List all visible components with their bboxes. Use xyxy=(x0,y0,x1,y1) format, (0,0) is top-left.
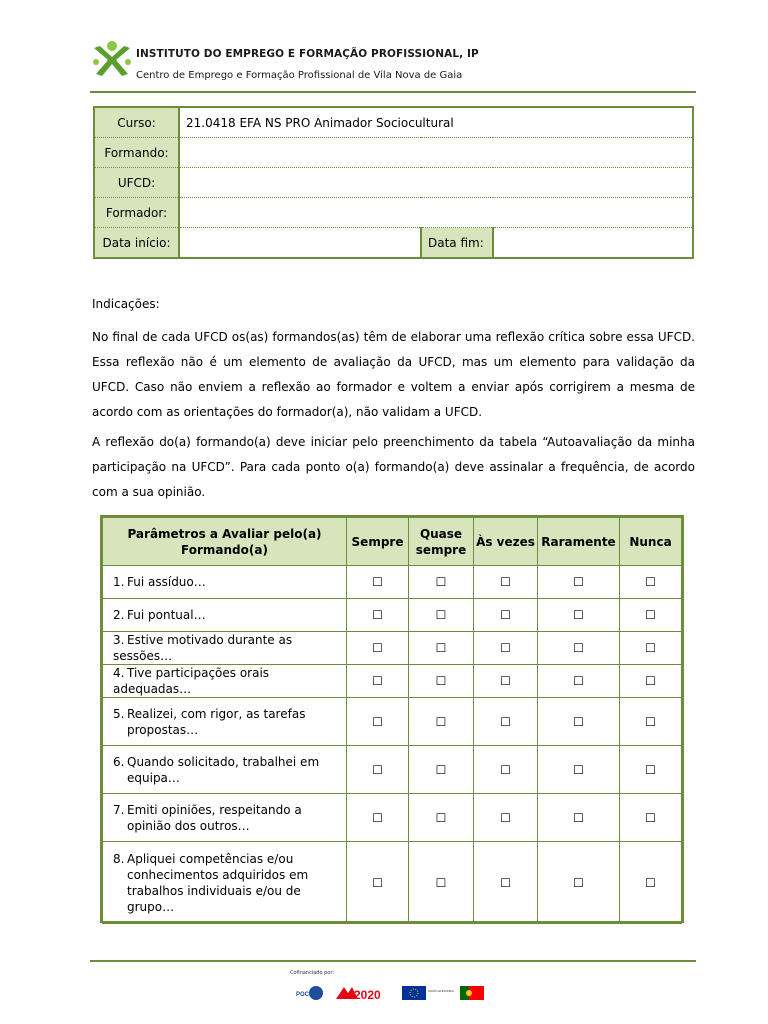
cell-quase-sempre xyxy=(409,794,474,842)
ufcd-field[interactable] xyxy=(179,168,692,198)
cell-nunca xyxy=(620,566,682,599)
checkbox-raramente[interactable]: ☐ xyxy=(573,641,584,655)
cell-sempre xyxy=(347,566,409,599)
param-header-line-1: Parâmetros a Avaliar pelo(a) xyxy=(127,526,322,541)
checkbox-raramente[interactable]: ☐ xyxy=(573,762,584,777)
institute-name: INSTITUTO DO EMPREGO E FORMAÇÃO PROFISSIONAL, IP xyxy=(136,48,479,60)
cell-nunca xyxy=(620,599,682,632)
curso-row xyxy=(95,108,692,138)
cell-sempre xyxy=(347,794,409,842)
funding-logos xyxy=(288,983,488,1003)
param-text-continued: grupo… xyxy=(127,899,175,914)
param-number: 5. xyxy=(113,706,125,721)
formador-row xyxy=(95,198,692,228)
cell-nunca xyxy=(620,746,682,794)
checkbox-quase-sempre[interactable]: ☐ xyxy=(435,575,447,589)
checkbox-nunca[interactable]: ☐ xyxy=(645,714,656,729)
indicacoes-paragraph-1: No final de cada UFCD os(as) formandos(as) têm de elaborar uma reflexão crítica sobre essa UFCD. Essa reflexão não é um elemento de avaliação da UFCD, mas um elemento para validação da UFCD. Caso não enviem a reflexão ao formador e voltem a enviar após corrigirem a mesma de acordo com as orientações do formador(a), não validam a UFCD. xyxy=(92,330,695,419)
checkbox-as-vezes[interactable]: ☐ xyxy=(500,674,511,688)
checkbox-nunca[interactable]: ☐ xyxy=(645,762,656,777)
iefp-logo-icon xyxy=(90,40,134,78)
dates-row xyxy=(95,228,692,258)
ufcd-label: UFCD: xyxy=(95,168,179,198)
checkbox-sempre[interactable]: ☐ xyxy=(372,641,383,655)
cell-sempre xyxy=(347,632,409,665)
cell-quase-sempre xyxy=(409,599,474,632)
cell-nunca xyxy=(620,842,682,924)
portugal2020-text: 2020 xyxy=(354,988,381,1002)
param-cell-3 xyxy=(103,632,347,665)
param-header-line-2: Formando(a) xyxy=(181,542,268,557)
cell-quase-sempre xyxy=(409,566,474,599)
cell-as-vezes xyxy=(474,665,538,698)
cell-quase-sempre xyxy=(409,632,474,665)
col-as-vezes: Às vezes xyxy=(474,518,538,566)
param-cell-2 xyxy=(103,599,347,632)
param-cell-8 xyxy=(103,842,347,924)
param-text-continued: propostas… xyxy=(127,722,199,737)
cell-sempre xyxy=(347,698,409,746)
formando-row xyxy=(95,138,692,168)
checkbox-as-vezes[interactable]: ☐ xyxy=(500,810,511,825)
curso-value[interactable]: 21.0418 EFA NS PRO Animador Sociocultural xyxy=(186,115,454,130)
checkbox-nunca[interactable]: ☐ xyxy=(645,875,656,890)
data-inicio-label: Data início: xyxy=(95,228,179,258)
cell-raramente xyxy=(538,842,620,924)
formando-label: Formando: xyxy=(95,138,179,168)
checkbox-as-vezes[interactable]: ☐ xyxy=(500,608,511,622)
course-info-box xyxy=(93,106,694,259)
checkbox-sempre[interactable]: ☐ xyxy=(372,714,383,729)
param-number: 3. xyxy=(113,633,125,647)
eval-header-row xyxy=(103,518,682,566)
param-cell-6 xyxy=(103,746,347,794)
checkbox-nunca[interactable]: ☐ xyxy=(645,674,656,688)
cell-as-vezes xyxy=(474,698,538,746)
param-text-continued: opinião dos outros… xyxy=(127,818,250,833)
self-evaluation-table xyxy=(102,517,682,924)
param-cell-4 xyxy=(103,665,347,698)
param-text-continued: conhecimentos adquiridos em xyxy=(127,867,309,882)
cell-as-vezes xyxy=(474,632,538,665)
portugal2020-logo-icon xyxy=(336,987,381,1002)
param-header xyxy=(103,518,347,566)
checkbox-raramente[interactable]: ☐ xyxy=(573,575,584,589)
eval-row-5 xyxy=(103,698,682,746)
eu-text: UNIÃO EUROPEIA xyxy=(428,989,454,993)
param-text: Fui pontual… xyxy=(127,608,206,622)
checkbox-nunca[interactable]: ☐ xyxy=(645,608,656,622)
checkbox-quase-sempre[interactable]: ☐ xyxy=(435,714,447,729)
footer-divider xyxy=(90,960,696,962)
param-text: Quando solicitado, trabalhei em xyxy=(127,754,320,769)
formador-field[interactable] xyxy=(179,198,692,228)
checkbox-sempre[interactable]: ☐ xyxy=(372,608,383,622)
checkbox-nunca[interactable]: ☐ xyxy=(645,641,656,655)
param-number: 8. xyxy=(113,851,125,866)
checkbox-as-vezes[interactable]: ☐ xyxy=(500,641,511,655)
self-evaluation-box xyxy=(100,515,684,923)
checkbox-quase-sempre[interactable]: ☐ xyxy=(435,608,447,622)
cell-sempre xyxy=(347,842,409,924)
checkbox-sempre[interactable]: ☐ xyxy=(372,875,383,890)
page-header xyxy=(90,38,696,94)
cell-raramente xyxy=(538,665,620,698)
cell-sempre xyxy=(347,665,409,698)
course-info-table xyxy=(95,108,692,257)
checkbox-as-vezes[interactable]: ☐ xyxy=(500,875,511,890)
cell-raramente xyxy=(538,566,620,599)
cell-nunca xyxy=(620,794,682,842)
param-number: 1. xyxy=(113,575,125,589)
param-text: Emiti opiniões, respeitando a xyxy=(127,802,302,817)
param-cell-7 xyxy=(103,794,347,842)
eval-row-6 xyxy=(103,746,682,794)
eval-row-7 xyxy=(103,794,682,842)
checkbox-quase-sempre[interactable]: ☐ xyxy=(435,762,447,777)
cell-nunca xyxy=(620,698,682,746)
cell-raramente xyxy=(538,794,620,842)
col-quase-line-1: Quase xyxy=(419,526,463,541)
cell-sempre xyxy=(347,599,409,632)
checkbox-sempre[interactable]: ☐ xyxy=(372,674,383,688)
cofinanced-label: Cofinanciado por: xyxy=(290,970,335,976)
cell-nunca xyxy=(620,632,682,665)
center-name: Centro de Emprego e Formação Profissional de Vila Nova de Gaia xyxy=(136,70,463,81)
param-text-continued: trabalhos individuais e/ou de xyxy=(127,883,301,898)
cell-quase-sempre xyxy=(409,698,474,746)
checkbox-quase-sempre[interactable]: ☐ xyxy=(435,674,447,688)
formador-label: Formador: xyxy=(95,198,179,228)
param-text: Realizei, com rigor, as tarefas xyxy=(127,706,306,721)
eval-row-8 xyxy=(103,842,682,924)
indicacoes-heading: Indicações: xyxy=(92,297,160,311)
cell-sempre xyxy=(347,746,409,794)
cell-quase-sempre xyxy=(409,665,474,698)
cell-as-vezes xyxy=(474,566,538,599)
cell-raramente xyxy=(538,698,620,746)
cell-as-vezes xyxy=(474,599,538,632)
col-nunca: Nunca xyxy=(620,518,682,566)
checkbox-quase-sempre[interactable]: ☐ xyxy=(435,641,447,655)
checkbox-sempre[interactable]: ☐ xyxy=(372,762,383,777)
param-text-continued: equipa… xyxy=(127,770,180,785)
cell-nunca xyxy=(620,665,682,698)
eu-flag-icon xyxy=(402,986,454,1000)
data-fim-label: Data fim: xyxy=(421,228,493,258)
checkbox-nunca[interactable]: ☐ xyxy=(645,575,656,589)
indicacoes-paragraph-2: A reflexão do(a) formando(a) deve iniciar pelo preenchimento da tabela “Autoavaliação da minha participação na UFCD”. Para cada ponto o(a) formando(a) deve assinalar a frequência, de acordo com a sua opinião. xyxy=(92,435,695,499)
cell-raramente xyxy=(538,746,620,794)
cell-as-vezes xyxy=(474,746,538,794)
checkbox-raramente[interactable]: ☐ xyxy=(573,810,584,825)
checkbox-sempre[interactable]: ☐ xyxy=(372,575,383,589)
checkbox-raramente[interactable]: ☐ xyxy=(573,608,584,622)
checkbox-quase-sempre[interactable]: ☐ xyxy=(435,875,447,890)
eval-body xyxy=(103,566,682,924)
eval-row-3 xyxy=(103,632,682,665)
checkbox-as-vezes[interactable]: ☐ xyxy=(500,714,511,729)
ufcd-row xyxy=(95,168,692,198)
col-raramente: Raramente xyxy=(538,518,620,566)
poch-logo-text: POCH xyxy=(296,992,314,998)
curso-label: Curso: xyxy=(95,108,179,138)
cell-quase-sempre xyxy=(409,842,474,924)
param-text: Fui assíduo… xyxy=(127,575,206,589)
cell-raramente xyxy=(538,632,620,665)
checkbox-raramente[interactable]: ☐ xyxy=(573,875,584,890)
col-quase-line-2: sempre xyxy=(415,542,467,557)
checkbox-quase-sempre[interactable]: ☐ xyxy=(435,810,447,825)
param-text: Tive participações orais adequadas… xyxy=(113,666,270,696)
formando-field[interactable] xyxy=(179,138,692,168)
eval-row-2 xyxy=(103,599,682,632)
checkbox-raramente[interactable]: ☐ xyxy=(573,674,584,688)
checkbox-sempre[interactable]: ☐ xyxy=(372,810,383,825)
cell-as-vezes xyxy=(474,794,538,842)
param-number: 2. xyxy=(113,608,125,622)
param-cell-1 xyxy=(103,566,347,599)
param-text: Estive motivado durante as sessões… xyxy=(113,633,293,663)
param-number: 6. xyxy=(113,754,125,769)
param-cell-5 xyxy=(103,698,347,746)
poch-logo-icon xyxy=(296,986,323,1000)
checkbox-nunca[interactable]: ☐ xyxy=(645,810,656,825)
cell-quase-sempre xyxy=(409,746,474,794)
portugal-flag-icon xyxy=(460,986,484,1000)
param-text: Apliquei competências e/ou xyxy=(127,851,294,866)
data-inicio-field[interactable] xyxy=(179,228,421,258)
eval-row-4 xyxy=(103,665,682,698)
param-number: 4. xyxy=(113,666,125,680)
checkbox-as-vezes[interactable]: ☐ xyxy=(500,575,511,589)
col-sempre: Sempre xyxy=(347,518,409,566)
cell-as-vezes xyxy=(474,842,538,924)
param-number: 7. xyxy=(113,802,125,817)
cell-raramente xyxy=(538,599,620,632)
col-quase-sempre xyxy=(409,518,474,566)
data-fim-field[interactable] xyxy=(493,228,692,258)
checkbox-raramente[interactable]: ☐ xyxy=(573,714,584,729)
checkbox-as-vezes[interactable]: ☐ xyxy=(500,762,511,777)
header-divider xyxy=(90,91,696,93)
eval-row-1 xyxy=(103,566,682,599)
